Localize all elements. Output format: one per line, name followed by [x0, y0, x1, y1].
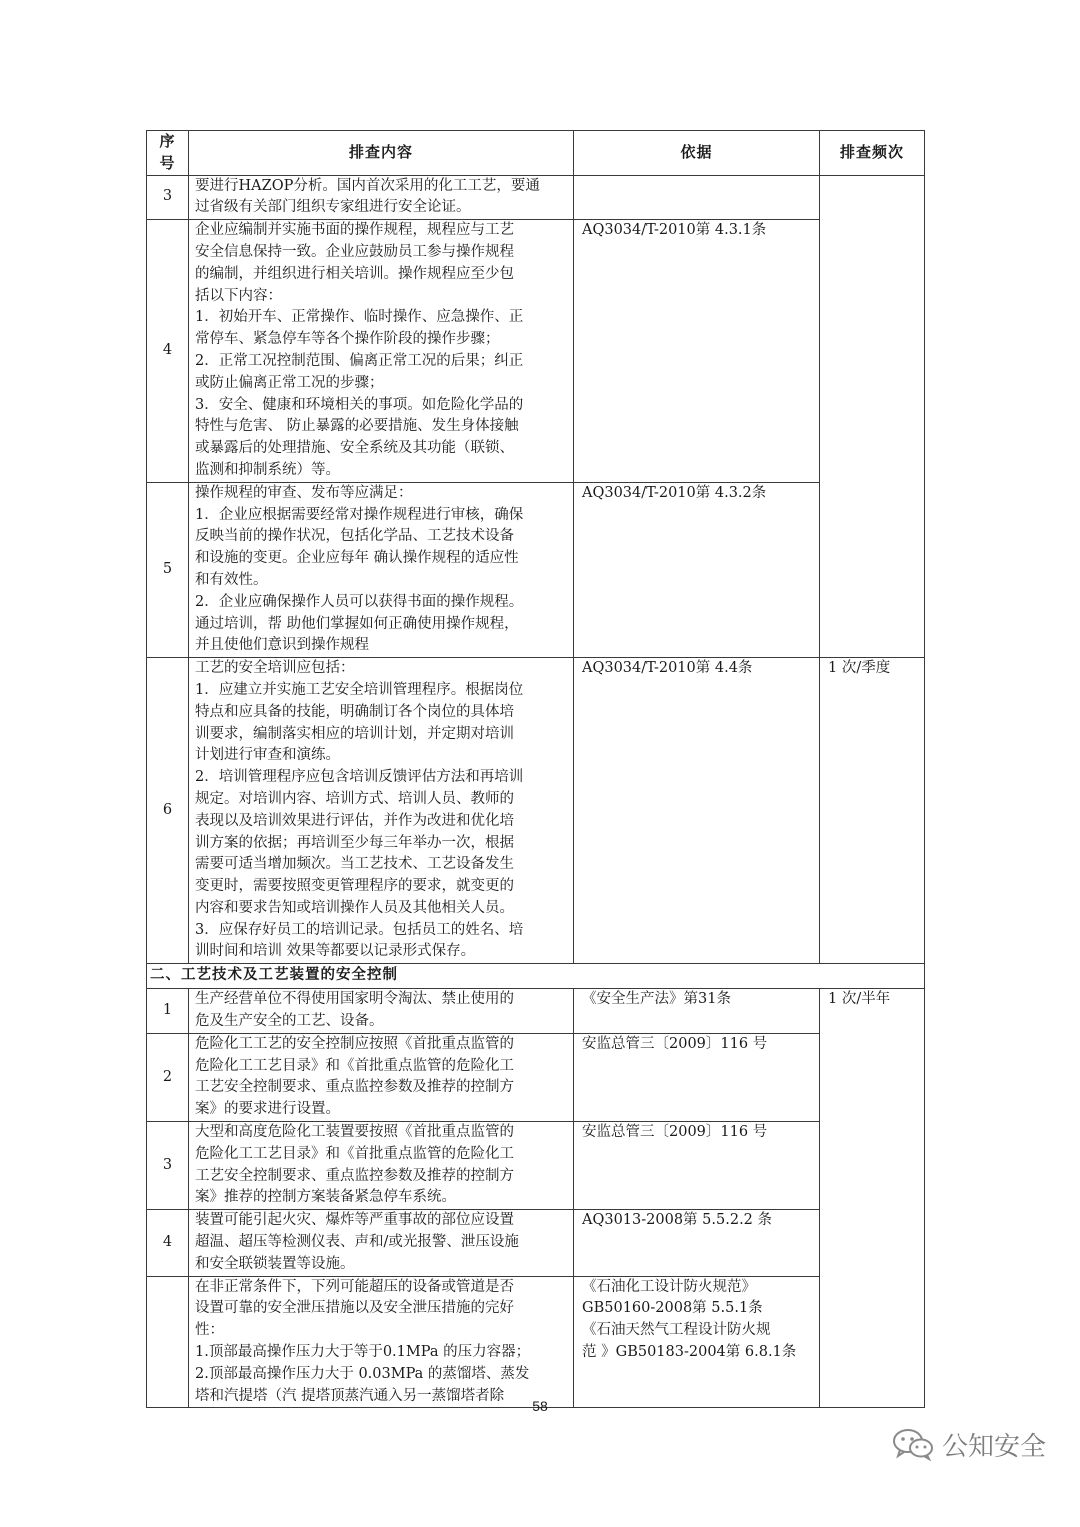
- row-content: [189, 658, 574, 964]
- row-basis: [574, 1033, 820, 1121]
- table-row: [147, 220, 925, 483]
- content-line: 性：: [195, 1322, 224, 1339]
- row-content: [189, 1276, 574, 1408]
- basis-line: 《石油天然气工程设计防火规: [582, 1322, 771, 1339]
- row-frequency: 1 次/季度: [820, 658, 925, 964]
- row-frequency-empty: [820, 175, 925, 658]
- basis-line: 安监总管三〔2009〕116 号: [582, 1035, 768, 1052]
- content-line: 训时间和培训 效果等都要以记录形式保存。: [195, 943, 476, 960]
- content-line: 和安全联锁装置等设施。: [195, 1255, 355, 1272]
- content-line: 3．安全、健康和环境相关的事项。如危险化学品的: [195, 396, 524, 413]
- table-row: [147, 658, 925, 964]
- content-line: 常停车、紧急停车等各个操作阶段的操作步骤；: [195, 331, 500, 348]
- watermark: [892, 1422, 1046, 1466]
- table-row: [147, 1033, 925, 1121]
- basis-line: AQ3013-2008第 5.5.2.2 条: [582, 1212, 773, 1229]
- content-line: 1.顶部最高操作压力大于等于0.1MPa 的压力容器；: [195, 1344, 531, 1361]
- content-line: 工艺安全控制要求、重点监控参数及推荐的控制方: [195, 1079, 514, 1096]
- basis-line: AQ3034/T-2010第 4.3.1条: [582, 222, 767, 239]
- content-line: 训方案的依据；再培训至少每三年举办一次，根据: [195, 834, 514, 851]
- content-line: 的编制，并组织进行相关培训。操作规程应至少包: [195, 265, 514, 282]
- basis-line: 安监总管三〔2009〕116 号: [582, 1124, 768, 1141]
- content-line: 在非正常条件下，下列可能超压的设备或管道是否: [195, 1278, 514, 1295]
- table-row: [147, 989, 925, 1034]
- content-line: 工艺安全控制要求、重点监控参数及推荐的控制方: [195, 1167, 514, 1184]
- header-frequency: 排查频次: [820, 131, 925, 176]
- content-line: 1．初始开车、正常操作、临时操作、应急操作、正: [195, 309, 524, 326]
- content-line: 2．企业应确保操作人员可以获得书面的操作规程。: [195, 593, 524, 610]
- header-basis: 依据: [574, 131, 820, 176]
- table-row: [147, 1210, 925, 1276]
- content-line: 计划进行审查和演练。: [195, 747, 340, 764]
- content-line: 规定。对培训内容、培训方式、培训人员、教师的: [195, 790, 514, 807]
- row-content: [189, 482, 574, 657]
- row-number: 4: [147, 220, 189, 483]
- content-line: 装置可能引起火灾、爆炸等严重事故的部位应设置: [195, 1212, 514, 1229]
- table-row: [147, 1122, 925, 1210]
- basis-line: 《安全生产法》第31条: [582, 991, 731, 1008]
- basis-line: AQ3034/T-2010第 4.3.2条: [582, 484, 767, 501]
- content-line: 大型和高度危险化工装置要按照《首批重点监管的: [195, 1124, 514, 1141]
- content-line: 过省级有关部门组织专家组进行安全论证。: [195, 199, 471, 216]
- row-number: 1: [147, 989, 189, 1034]
- content-line: 企业应编制并实施书面的操作规程，规程应与工艺: [195, 222, 514, 239]
- table-row: [147, 175, 925, 220]
- header-content: 排查内容: [189, 131, 574, 176]
- content-line: 内容和要求告知或培训操作人员及其他相关人员。: [195, 899, 514, 916]
- content-line: 设置可靠的安全泄压措施以及安全泄压措施的完好: [195, 1300, 514, 1317]
- header-num: 序号: [147, 131, 189, 176]
- row-number: [147, 1276, 189, 1408]
- row-number: 3: [147, 175, 189, 220]
- table-header-row: [147, 131, 925, 176]
- row-basis: [574, 1122, 820, 1210]
- row-content: [189, 1210, 574, 1276]
- row-basis: [574, 1276, 820, 1408]
- content-line: 1．应建立并实施工艺安全培训管理程序。根据岗位: [195, 681, 524, 698]
- content-line: 2.顶部最高操作压力大于 0.03MPa 的蒸馏塔、蒸发: [195, 1365, 530, 1382]
- content-line: 表现以及培训效果进行评估，并作为改进和优化培: [195, 812, 514, 829]
- content-line: 训要求，编制落实相应的培训计划，并定期对培训: [195, 725, 514, 742]
- content-line: 通过培训，帮 助他们掌握如何正确使用操作规程，: [195, 615, 519, 632]
- content-line: 超温、超压等检测仪表、声和/或光报警、泄压设施: [195, 1234, 519, 1251]
- content-line: 和设施的变更。企业应每年 确认操作规程的适应性: [195, 550, 519, 567]
- row-content: [189, 1122, 574, 1210]
- content-line: 生产经营单位不得使用国家明令淘汰、禁止使用的: [195, 991, 514, 1008]
- row-basis: [574, 220, 820, 483]
- content-line: 2．正常工况控制范围、偏离正常工况的后果；纠正: [195, 352, 524, 369]
- row-content: [189, 220, 574, 483]
- content-line: 变更时，需要按照变更管理程序的要求，就变更的: [195, 878, 514, 895]
- content-line: 1．企业应根据需要经常对操作规程进行审核，确保: [195, 506, 524, 523]
- row-number: 3: [147, 1122, 189, 1210]
- content-line: 危及生产安全的工艺、设备。: [195, 1013, 384, 1030]
- basis-line: GB50160-2008第 5.5.1条: [582, 1300, 763, 1317]
- table-row: [147, 1276, 925, 1408]
- row-basis: [574, 989, 820, 1034]
- row-content: [189, 989, 574, 1034]
- content-line: 操作规程的审查、发布等应满足：: [195, 484, 413, 501]
- row-basis: [574, 1210, 820, 1276]
- content-line: 安全信息保持一致。企业应鼓励员工参与操作规程: [195, 243, 514, 260]
- row-basis: [574, 175, 820, 220]
- section-title: 二、工艺技术及工艺装置的安全控制: [147, 964, 925, 989]
- content-line: 3．应保存好员工的培训记录。包括员工的姓名、培: [195, 921, 524, 938]
- row-content: [189, 175, 574, 220]
- content-line: 特点和应具备的技能，明确制订各个岗位的具体培: [195, 703, 514, 720]
- table-row: [147, 482, 925, 657]
- content-line: 要进行HAZOP分析。国内首次采用的化工工艺，要通: [195, 177, 540, 194]
- basis-line: 《石油化工设计防火规范》: [582, 1278, 756, 1295]
- content-line: 或防止偏离正常工况的步骤；: [195, 374, 384, 391]
- row-number: 6: [147, 658, 189, 964]
- basis-line: 范 》GB50183-2004第 6.8.1条: [582, 1344, 797, 1361]
- row-frequency: 1 次/半年: [820, 989, 925, 1408]
- content-line: 或暴露后的处理措施、安全系统及其功能（联锁、: [195, 440, 514, 457]
- content-line: 需要可适当增加频次。当工艺技术、工艺设备发生: [195, 856, 514, 873]
- content-line: 塔和汽提塔（汽 提塔顶蒸汽通入另一蒸馏塔者除: [195, 1387, 505, 1404]
- inspection-table: [146, 130, 925, 1408]
- content-line: 工艺的安全培训应包括：: [195, 660, 355, 677]
- content-line: 危险化工工艺目录》和《首批重点监管的危险化工: [195, 1145, 514, 1162]
- content-line: 案》的要求进行设置。: [195, 1101, 340, 1118]
- content-line: 和有效性。: [195, 571, 268, 588]
- content-line: 案》推荐的控制方案装备紧急停车系统。: [195, 1189, 456, 1206]
- row-basis: [574, 658, 820, 964]
- content-line: 反映当前的操作状况，包括化学品、工艺技术设备: [195, 528, 514, 545]
- content-line: 特性与危害、 防止暴露的必要措施、发生身体接触: [195, 418, 519, 435]
- page-number: 58: [532, 1398, 548, 1414]
- content-line: 并且使他们意识到操作规程: [195, 637, 369, 654]
- row-content: [189, 1033, 574, 1121]
- content-line: 危险化工工艺目录》和《首批重点监管的危险化工: [195, 1057, 514, 1074]
- row-number: 4: [147, 1210, 189, 1276]
- row-basis: [574, 482, 820, 657]
- row-number: 5: [147, 482, 189, 657]
- basis-line: AQ3034/T-2010第 4.4条: [582, 660, 753, 677]
- wechat-icon: [892, 1427, 934, 1461]
- content-line: 监测和抑制系统）等。: [195, 461, 340, 478]
- content-line: 2．培训管理程序应包含培训反馈评估方法和再培训: [195, 769, 524, 786]
- row-number: 2: [147, 1033, 189, 1121]
- watermark-text: 公知安全: [942, 1431, 1047, 1462]
- content-line: 括以下内容：: [195, 287, 282, 304]
- content-line: 危险化工工艺的安全控制应按照《首批重点监管的: [195, 1035, 514, 1052]
- section-heading-row: [147, 964, 925, 989]
